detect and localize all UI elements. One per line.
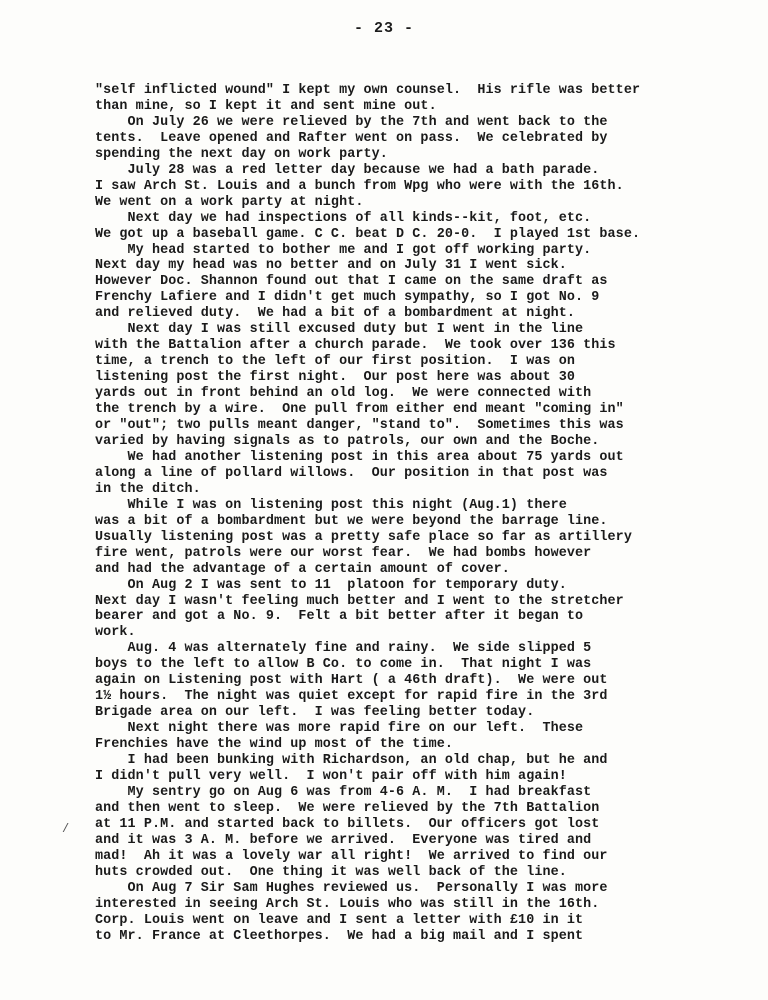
text-line: in the ditch. bbox=[95, 481, 201, 497]
text-line: Next night there was more rapid fire on our left. These bbox=[95, 721, 584, 737]
text-line: I saw Arch St. Louis and a bunch from Wpg who were with the 16th. bbox=[95, 178, 624, 194]
text-line: I didn't pull very well. I won't pair off with him again! bbox=[95, 768, 567, 784]
text-line: or "out"; two pulls meant danger, "stand to". Sometimes this was bbox=[95, 418, 624, 434]
text-line: and it was 3 A. M. before we arrived. Everyone was tired and bbox=[95, 832, 592, 848]
text-line: work. bbox=[95, 625, 136, 641]
text-line: My sentry go on Aug 6 was from 4-6 A. M. I had breakfast bbox=[95, 784, 592, 800]
text-line: Corp. Louis went on leave and I sent a letter with £10 in it bbox=[95, 912, 584, 928]
margin-mark: / bbox=[62, 822, 70, 836]
text-line: and then went to sleep. We were relieved by the 7th Battalion bbox=[95, 800, 600, 816]
text-line: We had another listening post in this area about 75 yards out bbox=[95, 449, 624, 465]
text-line: Frenchies have the wind up most of the time. bbox=[95, 737, 453, 753]
text-line: "self inflicted wound" I kept my own counsel. His rifle was better bbox=[95, 83, 641, 98]
text-line: was a bit of a bombardment but we were beyond the barrage line. bbox=[95, 513, 608, 529]
text-line: and had the advantage of a certain amount of cover. bbox=[95, 561, 510, 577]
text-line: Next day we had inspections of all kinds--kit, foot, etc. bbox=[95, 210, 592, 226]
text-line: On Aug 7 Sir Sam Hughes reviewed us. Personally I was more bbox=[95, 880, 608, 896]
body-text bbox=[95, 83, 725, 944]
text-line: However Doc. Shannon found out that I came on the same draft as bbox=[95, 274, 608, 290]
text-line: Frenchy Lafiere and I didn't get much sympathy, so I got No. 9 bbox=[95, 290, 600, 306]
text-line: I had been bunking with Richardson, an old chap, but he and bbox=[95, 753, 608, 769]
text-line: yards out in front behind an old log. We were connected with bbox=[95, 386, 592, 402]
text-line: July 28 was a red letter day because we had a bath parade. bbox=[95, 162, 600, 178]
text-line: 1½ hours. The night was quiet except for rapid fire in the 3rd bbox=[95, 689, 608, 705]
text-line: Usually listening post was a pretty safe place so far as artillery bbox=[95, 529, 632, 545]
text-line: and relieved duty. We had a bit of a bombardment at night. bbox=[95, 306, 576, 322]
text-line: bearer and got a No. 9. Felt a bit better after it began to bbox=[95, 609, 584, 625]
text-line: On Aug 2 I was sent to 11 platoon for temporary duty. bbox=[95, 577, 567, 593]
text-line: time, a trench to the left of our first position. I was on bbox=[95, 354, 576, 370]
text-line: Brigade area on our left. I was feeling better today. bbox=[95, 705, 535, 721]
text-line: We went on a work party at night. bbox=[95, 194, 364, 210]
text-line: Next day I wasn't feeling much better and I went to the stretcher bbox=[95, 593, 624, 609]
text-line: varied by having signals as to patrols, our own and the Boche. bbox=[95, 433, 600, 449]
text-line: My head started to bother me and I got off working party. bbox=[95, 242, 592, 258]
text-line: with the Battalion after a church parade. We took over 136 this bbox=[95, 338, 616, 354]
text-line: again on Listening post with Hart ( a 46th draft). We were out bbox=[95, 673, 608, 689]
text-line: While I was on listening post this night (Aug.1) there bbox=[95, 497, 567, 513]
text-line: at 11 P.M. and started back to billets. Our officers got lost bbox=[95, 816, 600, 832]
text-line: along a line of pollard willows. Our position in that post was bbox=[95, 465, 608, 481]
text-line: We got up a baseball game. C C. beat D C. 20-0. I played 1st base. bbox=[95, 226, 641, 242]
text-line: listening post the first night. Our post here was about 30 bbox=[95, 370, 576, 386]
text-line: interested in seeing Arch St. Louis who was still in the 16th. bbox=[95, 896, 600, 912]
text-line: On July 26 we were relieved by the 7th and went back to the bbox=[95, 114, 608, 130]
text-line: the trench by a wire. One pull from either end meant "coming in" bbox=[95, 402, 624, 418]
text-line: Next day I was still excused duty but I went in the line bbox=[95, 322, 584, 338]
text-line: to Mr. France at Cleethorpes. We had a big mail and I spent bbox=[95, 928, 584, 944]
text-line: mad! Ah it was a lovely war all right! We arrived to find our bbox=[95, 848, 608, 864]
text-line: Next day my head was no better and on July 31 I went sick. bbox=[95, 258, 567, 274]
text-line: fire went, patrols were our worst fear. We had bombs however bbox=[95, 545, 592, 561]
text-line: huts crowded out. One thing it was well back of the line. bbox=[95, 864, 567, 880]
text-line: tents. Leave opened and Rafter went on pass. We celebrated by bbox=[95, 130, 608, 146]
page-number: - 23 - bbox=[353, 20, 414, 37]
text-line: spending the next day on work party. bbox=[95, 146, 388, 162]
text-line: Aug. 4 was alternately fine and rainy. We side slipped 5 bbox=[95, 641, 592, 657]
text-line: boys to the left to allow B Co. to come in. That night I was bbox=[95, 657, 592, 673]
text-line: than mine, so I kept it and sent mine out. bbox=[95, 98, 437, 114]
